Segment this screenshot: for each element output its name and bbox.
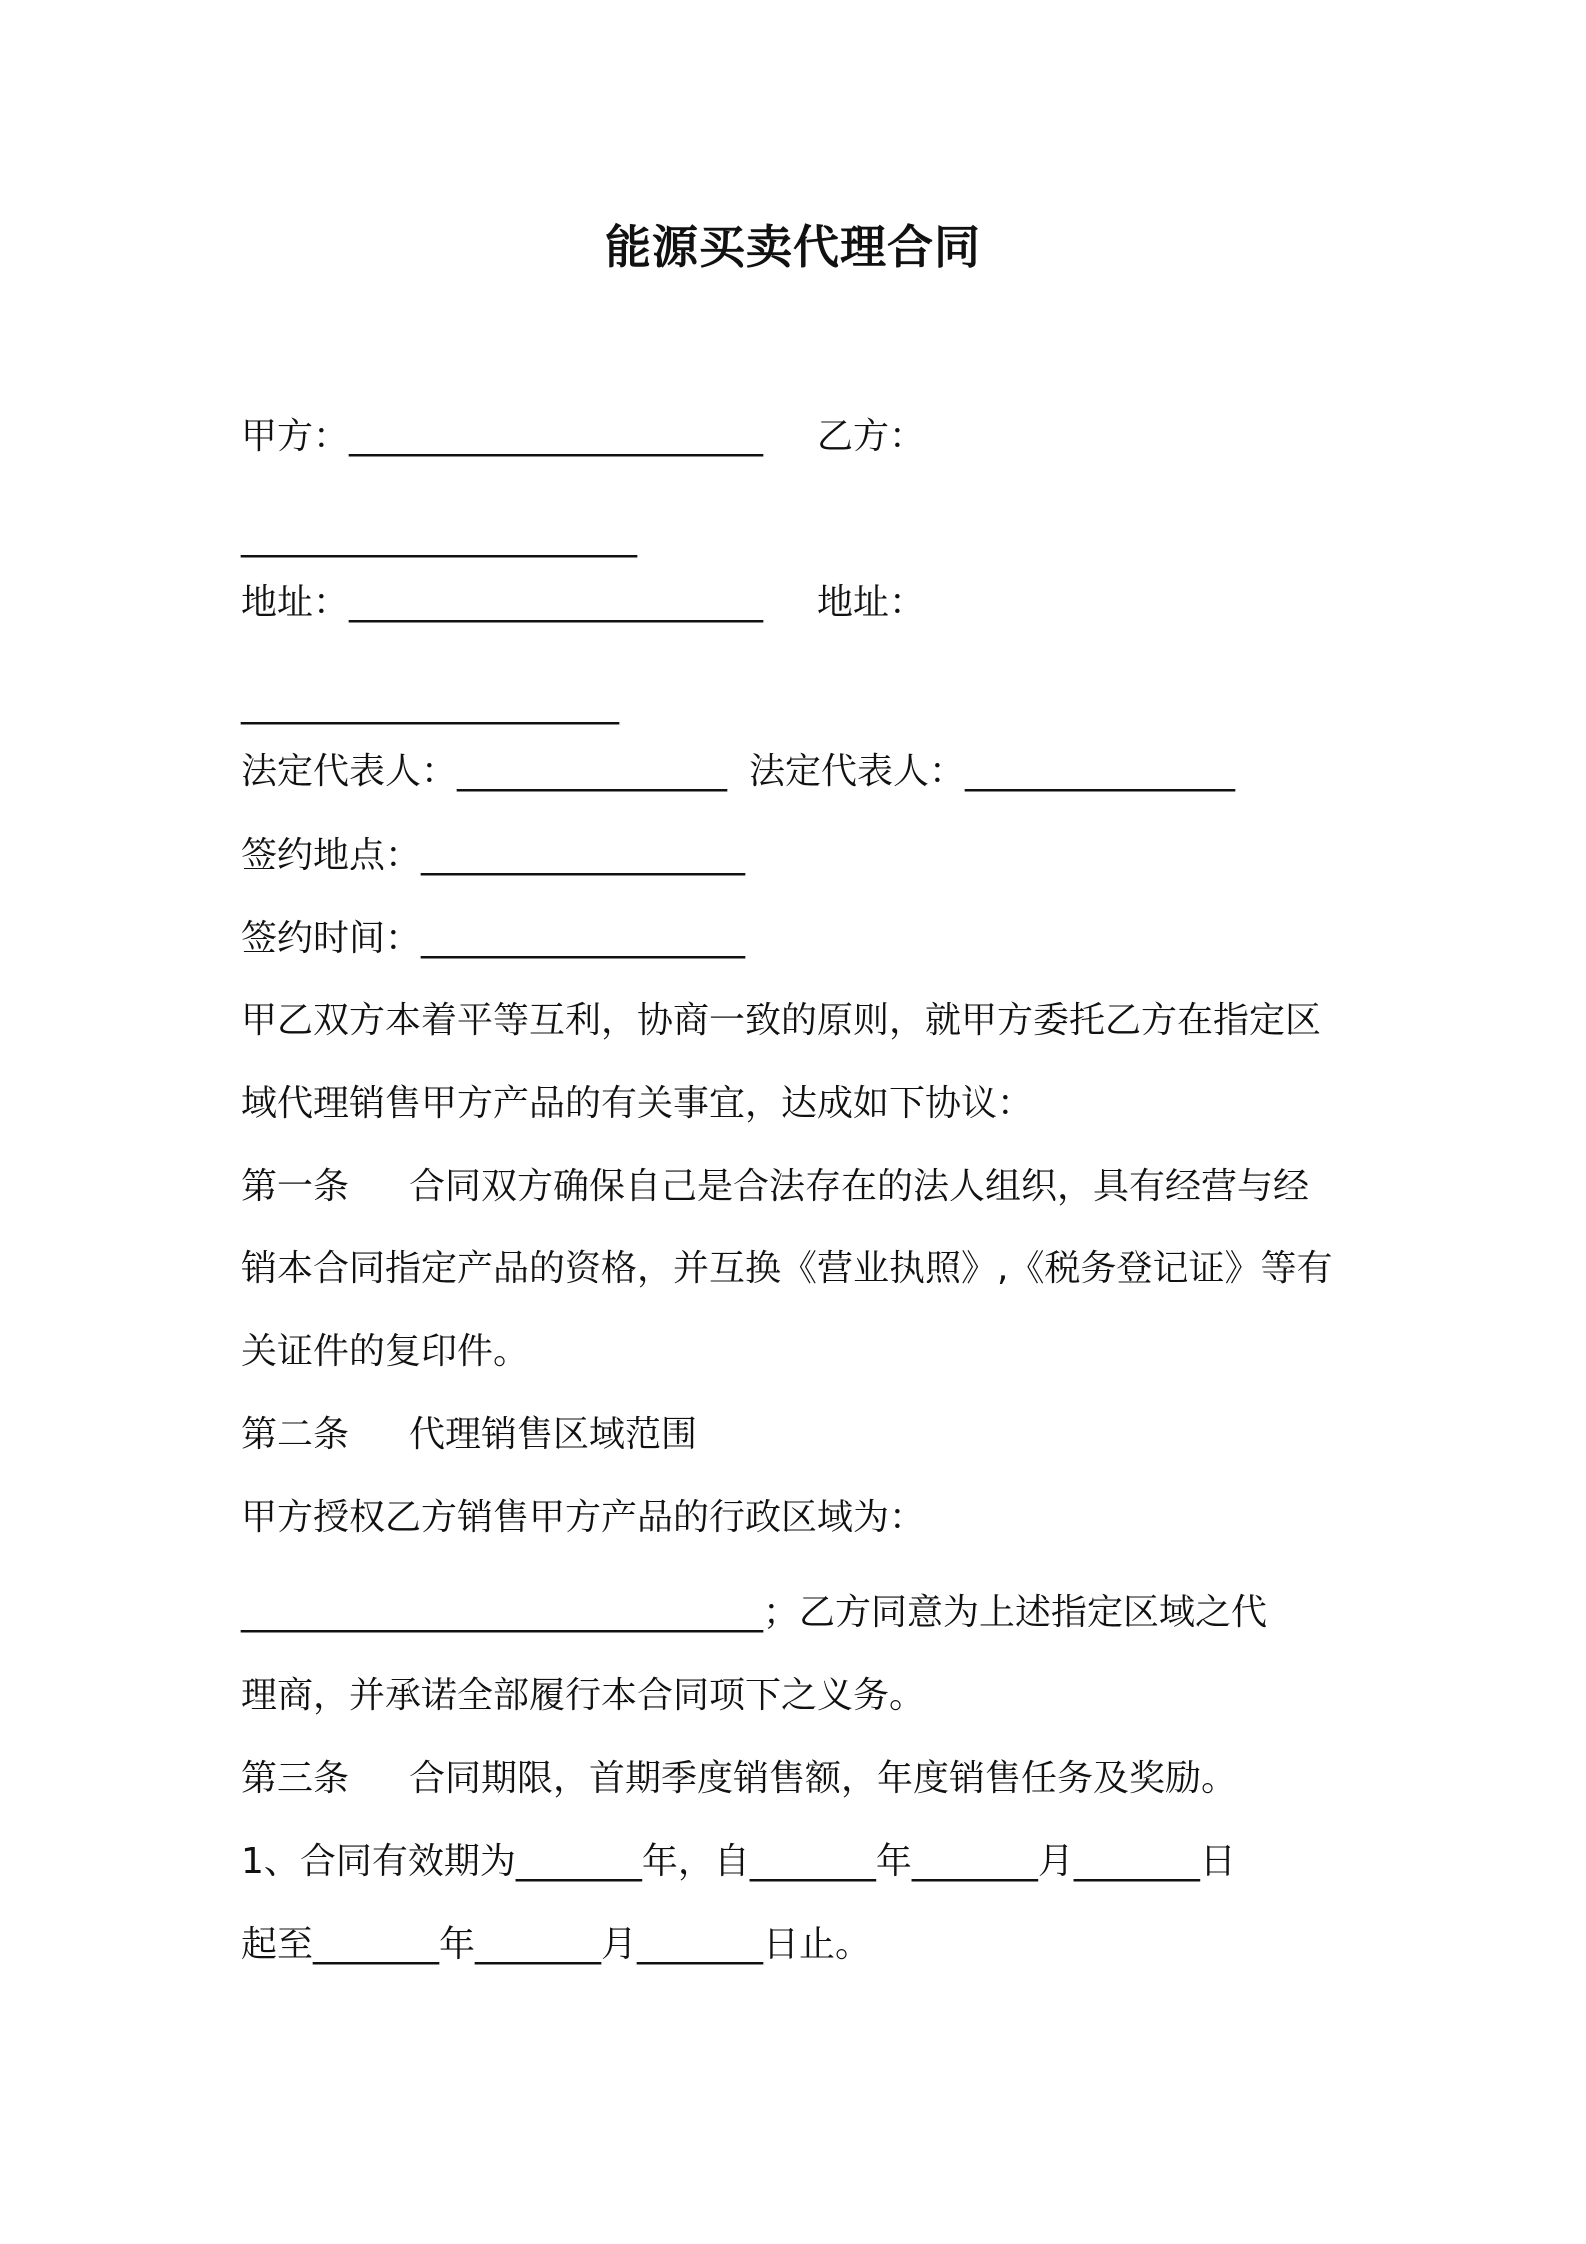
article-1-line-3: 关证件的复印件。 xyxy=(241,1331,530,1372)
party-a-field: 甲方：_______________________ xyxy=(241,416,764,457)
article-2-line-2: 甲方授权乙方销售甲方产品的行政区域为： xyxy=(241,1497,926,1538)
article-3-text: 合同期限，首期季度销售额，年度销售任务及奖励。 xyxy=(409,1758,1238,1799)
article-3-heading: 第三条 xyxy=(241,1758,350,1799)
article-2-text: 代理销售区域范围 xyxy=(409,1414,698,1455)
article-2-line-1 xyxy=(241,1405,1361,1465)
article-1-line-1 xyxy=(241,1157,1361,1217)
article-3-line-1 xyxy=(241,1749,1361,1809)
article-2-heading: 第二条 xyxy=(241,1414,350,1455)
article-3-clause-1-line-2: 起至_______年_______月_______日止。 xyxy=(241,1924,872,1965)
article-3-clause-1-line-1: 1、合同有效期为_______年，自_______年_______月_______日 xyxy=(241,1841,1236,1882)
party-b-label: 乙方： xyxy=(817,416,926,457)
article-2-line-3: _____________________________；乙方同意为上述指定区域之代 xyxy=(241,1592,1268,1633)
address-line xyxy=(241,573,1361,633)
preamble-line-2: 域代理销售甲方产品的有关事宜，达成如下协议： xyxy=(241,1083,1034,1124)
party-b-address-blank: _____________________ xyxy=(241,684,619,725)
party-a-address-field: 地址：_______________________ xyxy=(241,582,764,623)
party-a-legal-rep-field: 法定代表人：_______________ xyxy=(241,751,728,792)
legal-rep-line xyxy=(241,742,1361,802)
article-1-text: 合同双方确保自己是合法存在的法人组织，具有经营与经 xyxy=(409,1166,1310,1207)
article-1-heading: 第一条 xyxy=(241,1166,350,1207)
preamble-line-1: 甲乙双方本着平等互利，协商一致的原则，就甲方委托乙方在指定区 xyxy=(241,1000,1322,1041)
party-b-legal-rep-field: 法定代表人：_______________ xyxy=(749,751,1236,792)
article-2-line-4: 理商，并承诺全部履行本合同项下之义务。 xyxy=(241,1675,926,1716)
party-b-address-label: 地址： xyxy=(817,582,926,623)
document-title: 能源买卖代理合同 xyxy=(605,220,981,274)
party-b-blank: ______________________ xyxy=(241,517,637,558)
party-line xyxy=(241,407,1361,467)
signing-time-field: 签约时间：__________________ xyxy=(241,918,746,959)
article-1-line-2: 销本合同指定产品的资格，并互换《营业执照》,《税务登记证》等有 xyxy=(241,1248,1333,1289)
signing-place-field: 签约地点：__________________ xyxy=(241,835,746,876)
